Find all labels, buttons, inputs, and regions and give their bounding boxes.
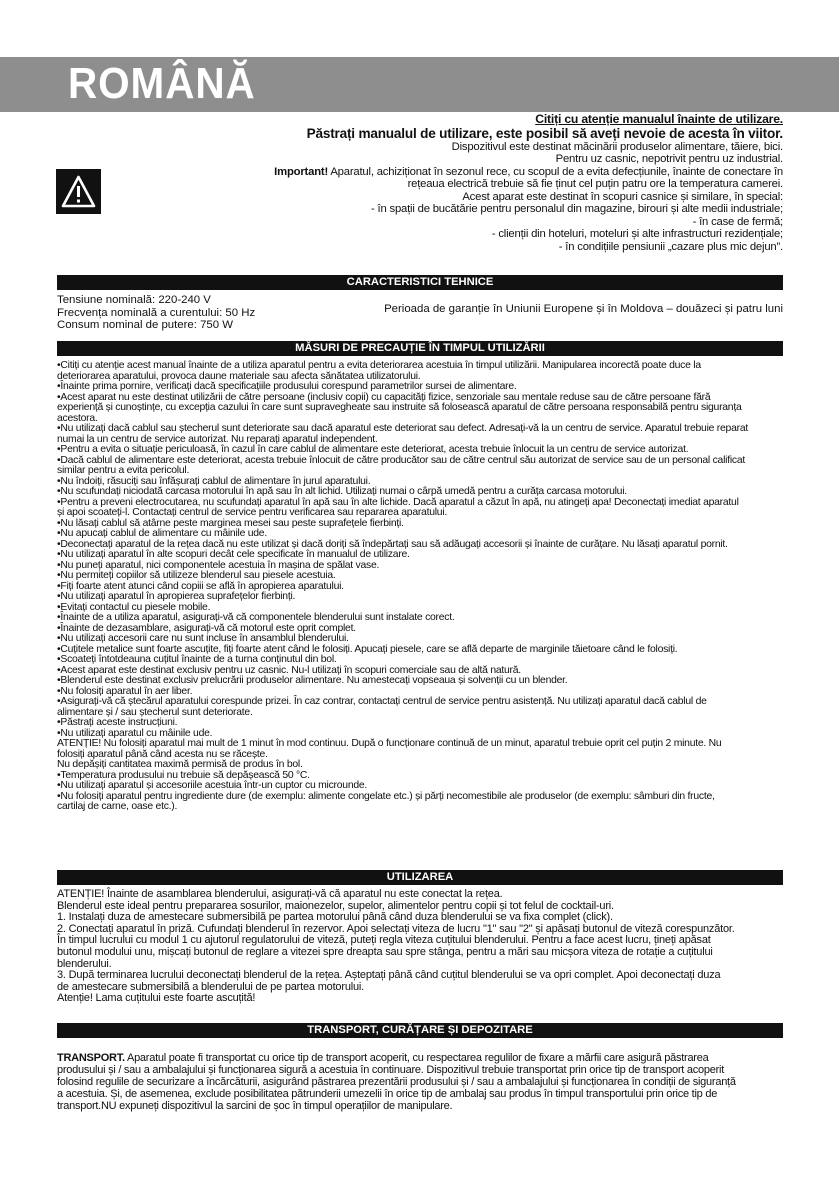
- precaution-line: experiență și cunoștințe, cu excepția cazului în care sunt supravegheate sau instruite să folosească aparatul de către persoana responsabilă pentru siguranța: [57, 402, 742, 413]
- intro-usage-scope: Acest aparat este destinat în scopuri casnice și similare, în special:: [462, 190, 783, 203]
- precaution-line: •Nu utilizați accesorii care nu sunt incluse în ansamblul blenderului.: [57, 633, 349, 644]
- precaution-line: similar pentru a evita pericolul.: [57, 465, 190, 476]
- precaution-line: și apoi scoateți-l. Contactați centrul de service pentru verificarea sau repararea aparatului.: [57, 507, 448, 518]
- transport-line: [57, 1052, 787, 1064]
- intro-scope-item: - în condițiile pensiunii „cazare plus mic dejun”.: [558, 240, 783, 253]
- intro-block: [230, 113, 783, 253]
- transport-paragraph: [57, 1052, 787, 1112]
- precaution-line: •Asigurați-vă că ștecărul aparatului corespunde prizei. În caz contrar, contactați centrul de service pentru asistență. Nu utilizați aparatul dacă cablul de: [57, 696, 707, 707]
- precaution-line: •Cuțitele metalice sunt foarte ascuțite, fiți foarte atent când le folosiți. Apucați piesele, care se află departe de marginile tăietoare când le folosiți.: [57, 643, 678, 655]
- important-label: Important!: [274, 165, 329, 178]
- usage-line: 2. Conectați aparatul în priză. Cufundați blenderul în rezervor. Apoi selectați viteza de lucru "1" sau "2" și apăsați butonul de viteză corespunzător.: [57, 922, 735, 935]
- usage-line: 3. După terminarea lucrului deconectați blenderul de la rețea. Așteptați până când cuțitul blenderului se va opri complet. Apoi deconectați duza: [57, 969, 721, 982]
- intro-read-carefully: Citiți cu atenție manualul înainte de utilizare.: [535, 112, 783, 126]
- intro-household: Pentru uz casnic, nepotrivit pentru uz industrial.: [555, 153, 783, 165]
- precaution-line: •Nu folosiți aparatul în aer liber.: [57, 685, 193, 697]
- spec-voltage: Tensiune nominală: 220-240 V: [57, 294, 211, 306]
- intro-scope-item: - clienții din hoteluri, moteluri și alte infrastructuri rezidențiale;: [491, 228, 783, 240]
- precaution-line: alimentare și / sau ștecherul sunt deteriorate.: [57, 706, 253, 718]
- usage-line: ATENȚIE! Înainte de asamblarea blenderului, asigurați-vă că aparatul nu este conectat la rețea.: [57, 888, 503, 900]
- precaution-line: •Acest aparat nu este destinat utilizării de către persoane (inclusiv copii) cu capacități fizice, senzoriale sau mentale reduse sau de către persoane fără: [57, 391, 711, 403]
- usage-list: [57, 889, 787, 1005]
- precaution-line: •Înainte de a utiliza aparatul, asigurați-vă că componentele blenderului sunt instalate corect.: [57, 612, 455, 623]
- precaution-line: •Nu permiteți copiilor să utilizeze blenderul sau piesele acestuia.: [57, 570, 336, 581]
- precaution-line: •Nu scufundați niciodată carcasa motorului în apă sau în alt lichid. Utilizați numai o cârpă umedă pentru a curăța carcasa motorului.: [57, 486, 627, 497]
- usage-line: butonul modului unu, mișcați butonul de reglare a vitezei spre dreapta sau spre stânga, pentru a mări sau micșora viteza de rotație a cuțitului: [57, 945, 713, 958]
- intro-purpose: Dispozitivul este destinat măcinării produselor alimentare, tăiere, bici.: [451, 140, 783, 153]
- section-heading-tech: CARACTERISTICI TEHNICE: [57, 275, 783, 290]
- usage-line: Atenție! Lama cuțitului este foarte ascuțită!: [57, 992, 256, 1005]
- intro-scope-item: - în case de fermă;: [692, 215, 783, 228]
- transport-line: folosind regulile de securizare a încărcăturii, asigurând păstrarea prezentării produsului și / sau a ambalajului și funcționarea în condiții de siguranță: [57, 1076, 736, 1088]
- usage-line: În timpul lucrului cu modul 1 cu ajutorul regulatorului de viteză, puteți regla viteza cuțitului blenderului. Pentru a face acest lucru, țineți apăsat: [57, 934, 711, 947]
- section-heading-usage: UTILIZAREA: [57, 870, 783, 885]
- precaution-line: •Temperatura produsului nu trebuie să depășească 50 °C.: [57, 769, 310, 781]
- precaution-line: •Nu puneți aparatul, nici componentele acestuia în mașina de spălat vase.: [57, 559, 380, 571]
- transport-label: TRANSPORT.: [57, 1052, 125, 1064]
- precaution-line: •Nu îndoiți, răsuciți sau înfășurați cablul de alimentare în jurul aparatului.: [57, 475, 371, 487]
- intro-keep-manual: Păstrați manualul de utilizare, este posibil să aveți nevoie de acesta în viitor.: [306, 125, 783, 141]
- precaution-line: •Blenderul este destinat exclusiv prelucrării produselor alimentare. Nu amestecați vopseaua și solvenții cu un blender.: [57, 675, 568, 686]
- precaution-line: •Păstrați aceste instrucțiuni.: [57, 717, 178, 728]
- precaution-line: •Scoateți întotdeauna cuțitul înainte de a turna conținutul din bol.: [57, 654, 337, 665]
- precaution-line: cartilaj de carne, oase etc.).: [57, 801, 178, 812]
- precaution-line: •Nu apucați cablul de alimentare cu mâinile ude.: [57, 528, 267, 539]
- intro-important-cont: rețeaua electrică trebuie să fie ținut cel puțin patru ore la temperatura camerei.: [407, 178, 783, 190]
- usage-line: 1. Instalați duza de amestecare submersibilă pe partea motorului până când duza blenderului se va fixa complet (click).: [57, 911, 613, 924]
- spec-power: Consum nominal de putere: 750 W: [57, 319, 234, 332]
- precaution-line: deteriorarea aparatului, provoca daune materiale sau afecta sănătatea utilizatorului.: [57, 370, 421, 382]
- precaution-line: •Nu utilizați aparatul în alte scopuri decât cele specificate în manualul de utilizare.: [57, 549, 410, 560]
- precaution-line: •Nu utilizați aparatul cu mâinile ude.: [57, 727, 213, 739]
- precaution-line: •Evitați contactul cu piesele mobile.: [57, 601, 211, 613]
- precaution-line: •Nu lăsați cablul să atârne peste marginea mesei sau peste suprafețele fierbinți.: [57, 517, 404, 529]
- spec-frequency: Frecvența nominală a curentului: 50 Hz: [57, 306, 256, 319]
- precaution-line: •Citiți cu atenție acest manual înainte de a utiliza aparatul pentru a evita deteriorarea acestuia în timpul utilizării. Manipularea incorectă poate duce la: [57, 360, 701, 371]
- tech-specs: [57, 294, 255, 332]
- precaution-line: •Nu utilizați aparatul în apropierea suprafețelor fierbinți.: [57, 591, 296, 602]
- section-heading-precautions: MĂSURI DE PRECAUȚIE ÎN TIMPUL UTILIZĂRII: [57, 341, 783, 356]
- intro-important: [230, 166, 783, 179]
- transport-text: Aparatul poate fi transportat cu orice tip de transport acoperit, cu respectarea regulilor de fixare a mărfii care asigură păstrarea: [124, 1052, 709, 1064]
- precaution-line: •Nu utilizați dacă cablul sau ștecherul sunt deteriorate sau dacă aparatul este deteriorat sau defect. Adresați-vă la un centru de service. Aparatul trebuie reparat: [57, 423, 748, 434]
- precautions-list: [57, 361, 784, 813]
- precaution-line: •Pentru a evita o situație periculoasă, în cazul în care cablul de alimentare este deteriorat, acesta trebuie înlocuit la un centru de service autorizat.: [57, 444, 689, 455]
- transport-line: produsului și / sau a ambalajului și funcționarea sigură a acestuia în continuare. Dispozitivul trebuie transportat prin orice tip de transport acoperit: [57, 1064, 724, 1076]
- precaution-line: •Pentru a preveni electrocutarea, nu scufundați aparatul în apă sau în alte lichide. Dacă aparatul a căzut în apă, nu atingeți apa! Deconectați imediat aparatul: [57, 496, 739, 508]
- precaution-line: ATENȚIE! Nu folosiți aparatul mai mult de 1 minut în mod continuu. După o funcționare continuă de un minut, aparatul trebuie oprit cel puțin 2 minute. Nu: [57, 738, 722, 749]
- language-banner: [0, 57, 839, 112]
- usage-line: Blenderul este ideal pentru prepararea sosurilor, maionezelor, supelor, alimentelor pentru copii și tot felul de cocktail-uri.: [57, 899, 614, 912]
- transport-line: transport.NU expuneți dispozitivul la sarcini de șoc în timpul operațiilor de manipulare.: [57, 1100, 453, 1112]
- precaution-line: •Fiți foarte atent atunci când copiii se află în apropierea aparatului.: [57, 580, 344, 592]
- precaution-line: acestora.: [57, 412, 98, 424]
- transport-line: a acestuia. Și, de asemenea, exclude posibilitatea pătrunderii umezelii în orice tip de ambalaj sau produs în timpul transportului prin orice tip de: [57, 1088, 718, 1100]
- section-heading-transport: TRANSPORT, CURĂȚARE ȘI DEPOZITARE: [57, 1023, 783, 1038]
- precaution-line: •Înainte prima pornire, verificați dacă specificațiile produsului corespund parametrilor sursei de alimentare.: [57, 381, 517, 392]
- precaution-line: •Deconectați aparatul de la rețea dacă nu este utilizat și dacă doriți să îndepărtați sau să adăugați accesorii și înainte de curățare. Nu lăsați aparatul pornit.: [57, 538, 728, 550]
- precaution-line: numai la un centru de service autorizat. Nu reparați aparatul independent.: [57, 433, 378, 445]
- warranty-text: Perioada de garanție în Uniunii Europene și în Moldova – douăzeci și patru luni: [384, 303, 783, 315]
- intro-scope-item: - în spații de bucătărie pentru personalul din magazine, birouri și alte medii industriale;: [371, 203, 783, 215]
- usage-line: de amestecare submersibilă a blenderului de pe partea motorului.: [57, 980, 364, 993]
- precaution-line: •Acest aparat este destinat exclusiv pentru uz casnic. Nu-l utilizați în scopuri comerciale sau de altă natură.: [57, 664, 521, 676]
- important-text: Aparatul, achiziționat în sezonul rece, cu scopul de a evita defecțiunile, înainte de conectare în: [328, 165, 783, 178]
- page-title: ROMÂNĂ: [68, 59, 256, 108]
- warning-icon: [56, 169, 101, 214]
- precaution-line: •Dacă cablul de alimentare este deteriorat, acesta trebuie înlocuit de către producător sau de către centrul său autorizat de service sau de un personal calificat: [57, 454, 746, 466]
- precaution-line: •Nu utilizați aparatul și accesoriile acestuia într-un cuptor cu microunde.: [57, 780, 368, 791]
- precaution-line: folosiți aparatul până când acesta nu se răcește.: [57, 748, 268, 760]
- precaution-line: •Înainte de dezasamblare, asigurați-vă că motorul este oprit complet.: [57, 622, 356, 634]
- precaution-line: •Nu folosiți aparatul pentru ingrediente dure (de exemplu: alimente congelate etc.) și părți necomestibile ale produselor (de exemplu: sâmburi din fructe,: [57, 790, 715, 802]
- usage-line: blenderului.: [57, 957, 112, 970]
- precaution-line: Nu depășiți cantitatea maximă permisă de produs în bol.: [57, 759, 303, 770]
